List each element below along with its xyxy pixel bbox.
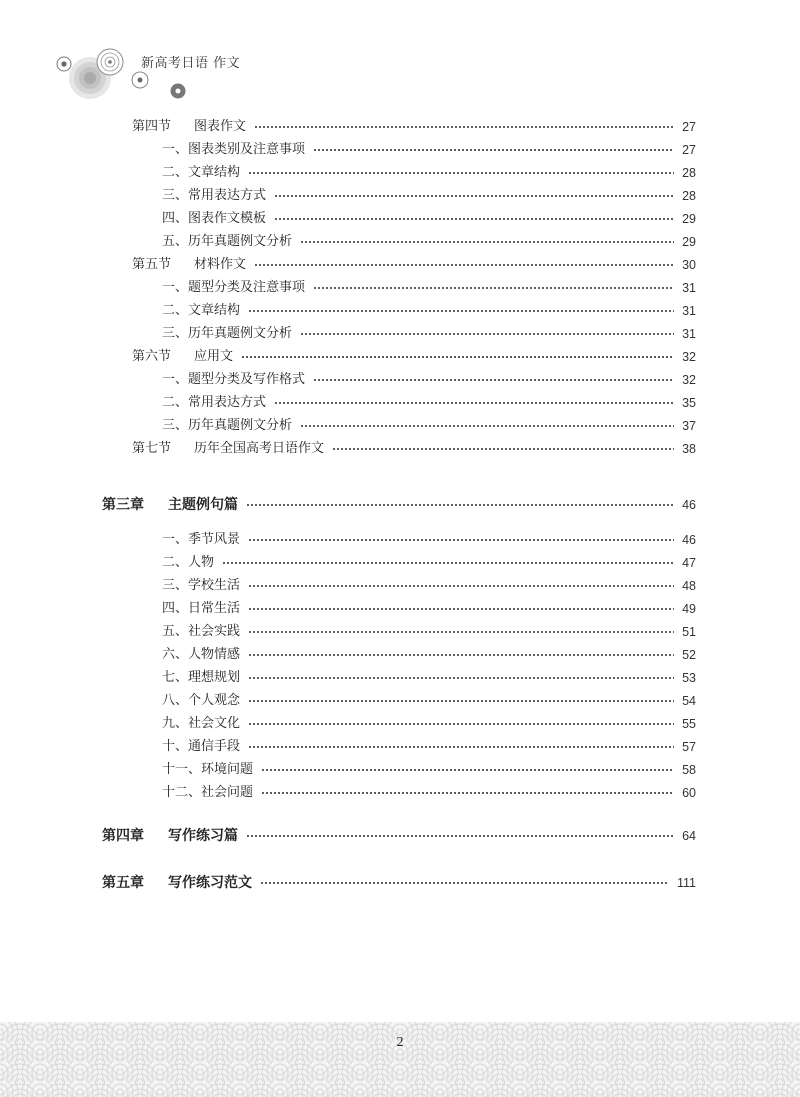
section-number: 第六节 <box>132 349 172 364</box>
toc-item[interactable] <box>162 279 696 297</box>
item-title: 三、历年真题例文分析 <box>162 418 293 433</box>
page-number: 111 <box>676 876 696 890</box>
toc-chapter-4[interactable] <box>102 827 696 845</box>
toc-item[interactable] <box>162 417 696 435</box>
dot-leader <box>261 769 674 771</box>
page-number: 64 <box>682 829 696 843</box>
item-title: 九、社会文化 <box>162 716 241 731</box>
toc-item[interactable] <box>162 371 696 389</box>
chrysanthemum-outline-icon <box>97 49 123 75</box>
page-number: 31 <box>682 304 696 318</box>
page-number: 60 <box>682 786 696 800</box>
dot-leader <box>246 835 674 837</box>
dot-leader <box>254 264 674 266</box>
item-title: 三、学校生活 <box>162 578 241 593</box>
toc-item[interactable] <box>162 669 696 687</box>
page-number: 51 <box>682 625 696 639</box>
toc-section-7[interactable] <box>132 440 696 458</box>
dot-leader <box>260 882 669 884</box>
page-number: 31 <box>682 327 696 341</box>
item-title: 五、历年真题例文分析 <box>162 234 293 249</box>
dot-leader <box>261 792 674 794</box>
toc-section-5[interactable] <box>132 256 696 274</box>
chapter-title: 主题例句篇 <box>168 497 238 513</box>
dot-leader <box>248 723 674 725</box>
page-number: 53 <box>682 671 696 685</box>
toc-item[interactable] <box>162 646 696 664</box>
item-title: 七、理想规划 <box>162 670 241 685</box>
item-title: 三、常用表达方式 <box>162 188 267 203</box>
toc-item[interactable] <box>162 738 696 756</box>
toc-item[interactable] <box>162 394 696 412</box>
item-title: 一、题型分类及写作格式 <box>162 372 306 387</box>
page-number: 55 <box>682 717 696 731</box>
item-title: 八、个人观念 <box>162 693 241 708</box>
toc-item[interactable] <box>162 577 696 595</box>
dot-leader <box>222 562 674 564</box>
section-number: 第五节 <box>132 257 172 272</box>
footer-page-number: 2 <box>396 1035 404 1050</box>
toc-item[interactable] <box>162 784 696 802</box>
page-number: 46 <box>682 533 696 547</box>
dot-leader <box>246 504 674 506</box>
chapter-number: 第三章 <box>102 497 144 513</box>
item-title: 五、社会实践 <box>162 624 241 639</box>
page-number: 54 <box>682 694 696 708</box>
plum-blossom-dark-icon <box>171 84 186 99</box>
dot-leader <box>300 241 674 243</box>
toc-item[interactable] <box>162 187 696 205</box>
item-title: 一、题型分类及注意事项 <box>162 280 306 295</box>
item-title: 二、文章结构 <box>162 165 241 180</box>
dot-leader <box>300 333 674 335</box>
page-number: 27 <box>682 143 696 157</box>
dot-leader <box>248 608 674 610</box>
page-number: 35 <box>682 396 696 410</box>
page-number: 30 <box>682 258 696 272</box>
page-number: 28 <box>682 189 696 203</box>
item-title: 十、通信手段 <box>162 739 241 754</box>
item-title: 十一、环境问题 <box>162 762 254 777</box>
dot-leader <box>332 448 674 450</box>
chapter-title: 写作练习范文 <box>168 875 252 891</box>
toc-item[interactable] <box>162 141 696 159</box>
dot-leader <box>241 356 674 358</box>
dot-leader <box>248 677 674 679</box>
wave-pattern-icon <box>0 1022 800 1097</box>
toc-item[interactable] <box>162 531 696 549</box>
section-title: 历年全国高考日语作文 <box>194 441 325 456</box>
toc-item[interactable] <box>162 164 696 182</box>
dot-leader <box>248 585 674 587</box>
chapter-number: 第五章 <box>102 875 144 891</box>
page-number: 37 <box>682 419 696 433</box>
dot-leader <box>248 654 674 656</box>
dot-leader <box>300 425 674 427</box>
toc-chapter-5[interactable] <box>102 874 696 892</box>
item-title: 一、季节风景 <box>162 532 241 547</box>
chapter-title: 写作练习篇 <box>168 828 238 844</box>
page-number: 28 <box>682 166 696 180</box>
section-title: 材料作文 <box>194 257 247 272</box>
section-number: 第七节 <box>132 441 172 456</box>
toc-item[interactable] <box>162 761 696 779</box>
section-title: 图表作文 <box>194 119 247 134</box>
page-number: 29 <box>682 235 696 249</box>
page-number: 46 <box>682 498 696 512</box>
dot-leader <box>248 310 674 312</box>
toc-item[interactable] <box>162 302 696 320</box>
page-number: 29 <box>682 212 696 226</box>
page-number: 32 <box>682 373 696 387</box>
dot-leader <box>254 126 674 128</box>
section-number: 第四节 <box>132 119 172 134</box>
chapter-number: 第四章 <box>102 828 144 844</box>
toc-item[interactable] <box>162 554 696 572</box>
dot-leader <box>313 379 674 381</box>
page-number: 31 <box>682 281 696 295</box>
item-title: 四、图表作文模板 <box>162 211 267 226</box>
item-title: 二、常用表达方式 <box>162 395 267 410</box>
dot-leader <box>248 539 674 541</box>
dot-leader <box>274 195 674 197</box>
item-title: 一、图表类别及注意事项 <box>162 142 306 157</box>
page-number: 57 <box>682 740 696 754</box>
dot-leader <box>313 287 674 289</box>
item-title: 三、历年真题例文分析 <box>162 326 293 341</box>
toc-section-6[interactable] <box>132 348 696 366</box>
item-title: 十二、社会问题 <box>162 785 254 800</box>
flower-small-left-icon <box>57 57 71 71</box>
book-title: 新高考日语 作文 <box>141 56 241 71</box>
dot-leader <box>274 218 674 220</box>
toc-item[interactable] <box>162 210 696 228</box>
dot-leader <box>248 172 674 174</box>
toc-item[interactable] <box>162 233 696 251</box>
page-number: 48 <box>682 579 696 593</box>
dot-leader <box>313 149 674 151</box>
page-number: 38 <box>682 442 696 456</box>
item-title: 二、人物 <box>162 555 215 570</box>
toc-item[interactable] <box>162 325 696 343</box>
dot-leader <box>248 746 674 748</box>
toc-section-4[interactable] <box>132 118 696 136</box>
page-number: 27 <box>682 120 696 134</box>
toc-item[interactable] <box>162 623 696 641</box>
item-title: 二、文章结构 <box>162 303 241 318</box>
page-number: 32 <box>682 350 696 364</box>
dot-leader <box>248 700 674 702</box>
toc-item[interactable] <box>162 600 696 618</box>
toc-item[interactable] <box>162 692 696 710</box>
dot-leader <box>248 631 674 633</box>
toc-item[interactable] <box>162 715 696 733</box>
item-title: 四、日常生活 <box>162 601 241 616</box>
dot-leader <box>274 402 674 404</box>
toc-chapter-3[interactable] <box>102 496 696 514</box>
page-number: 47 <box>682 556 696 570</box>
item-title: 六、人物情感 <box>162 647 241 662</box>
page-number: 58 <box>682 763 696 777</box>
page-number: 49 <box>682 602 696 616</box>
page-number: 52 <box>682 648 696 662</box>
section-title: 应用文 <box>194 349 234 364</box>
plum-blossom-white-icon <box>132 72 148 88</box>
